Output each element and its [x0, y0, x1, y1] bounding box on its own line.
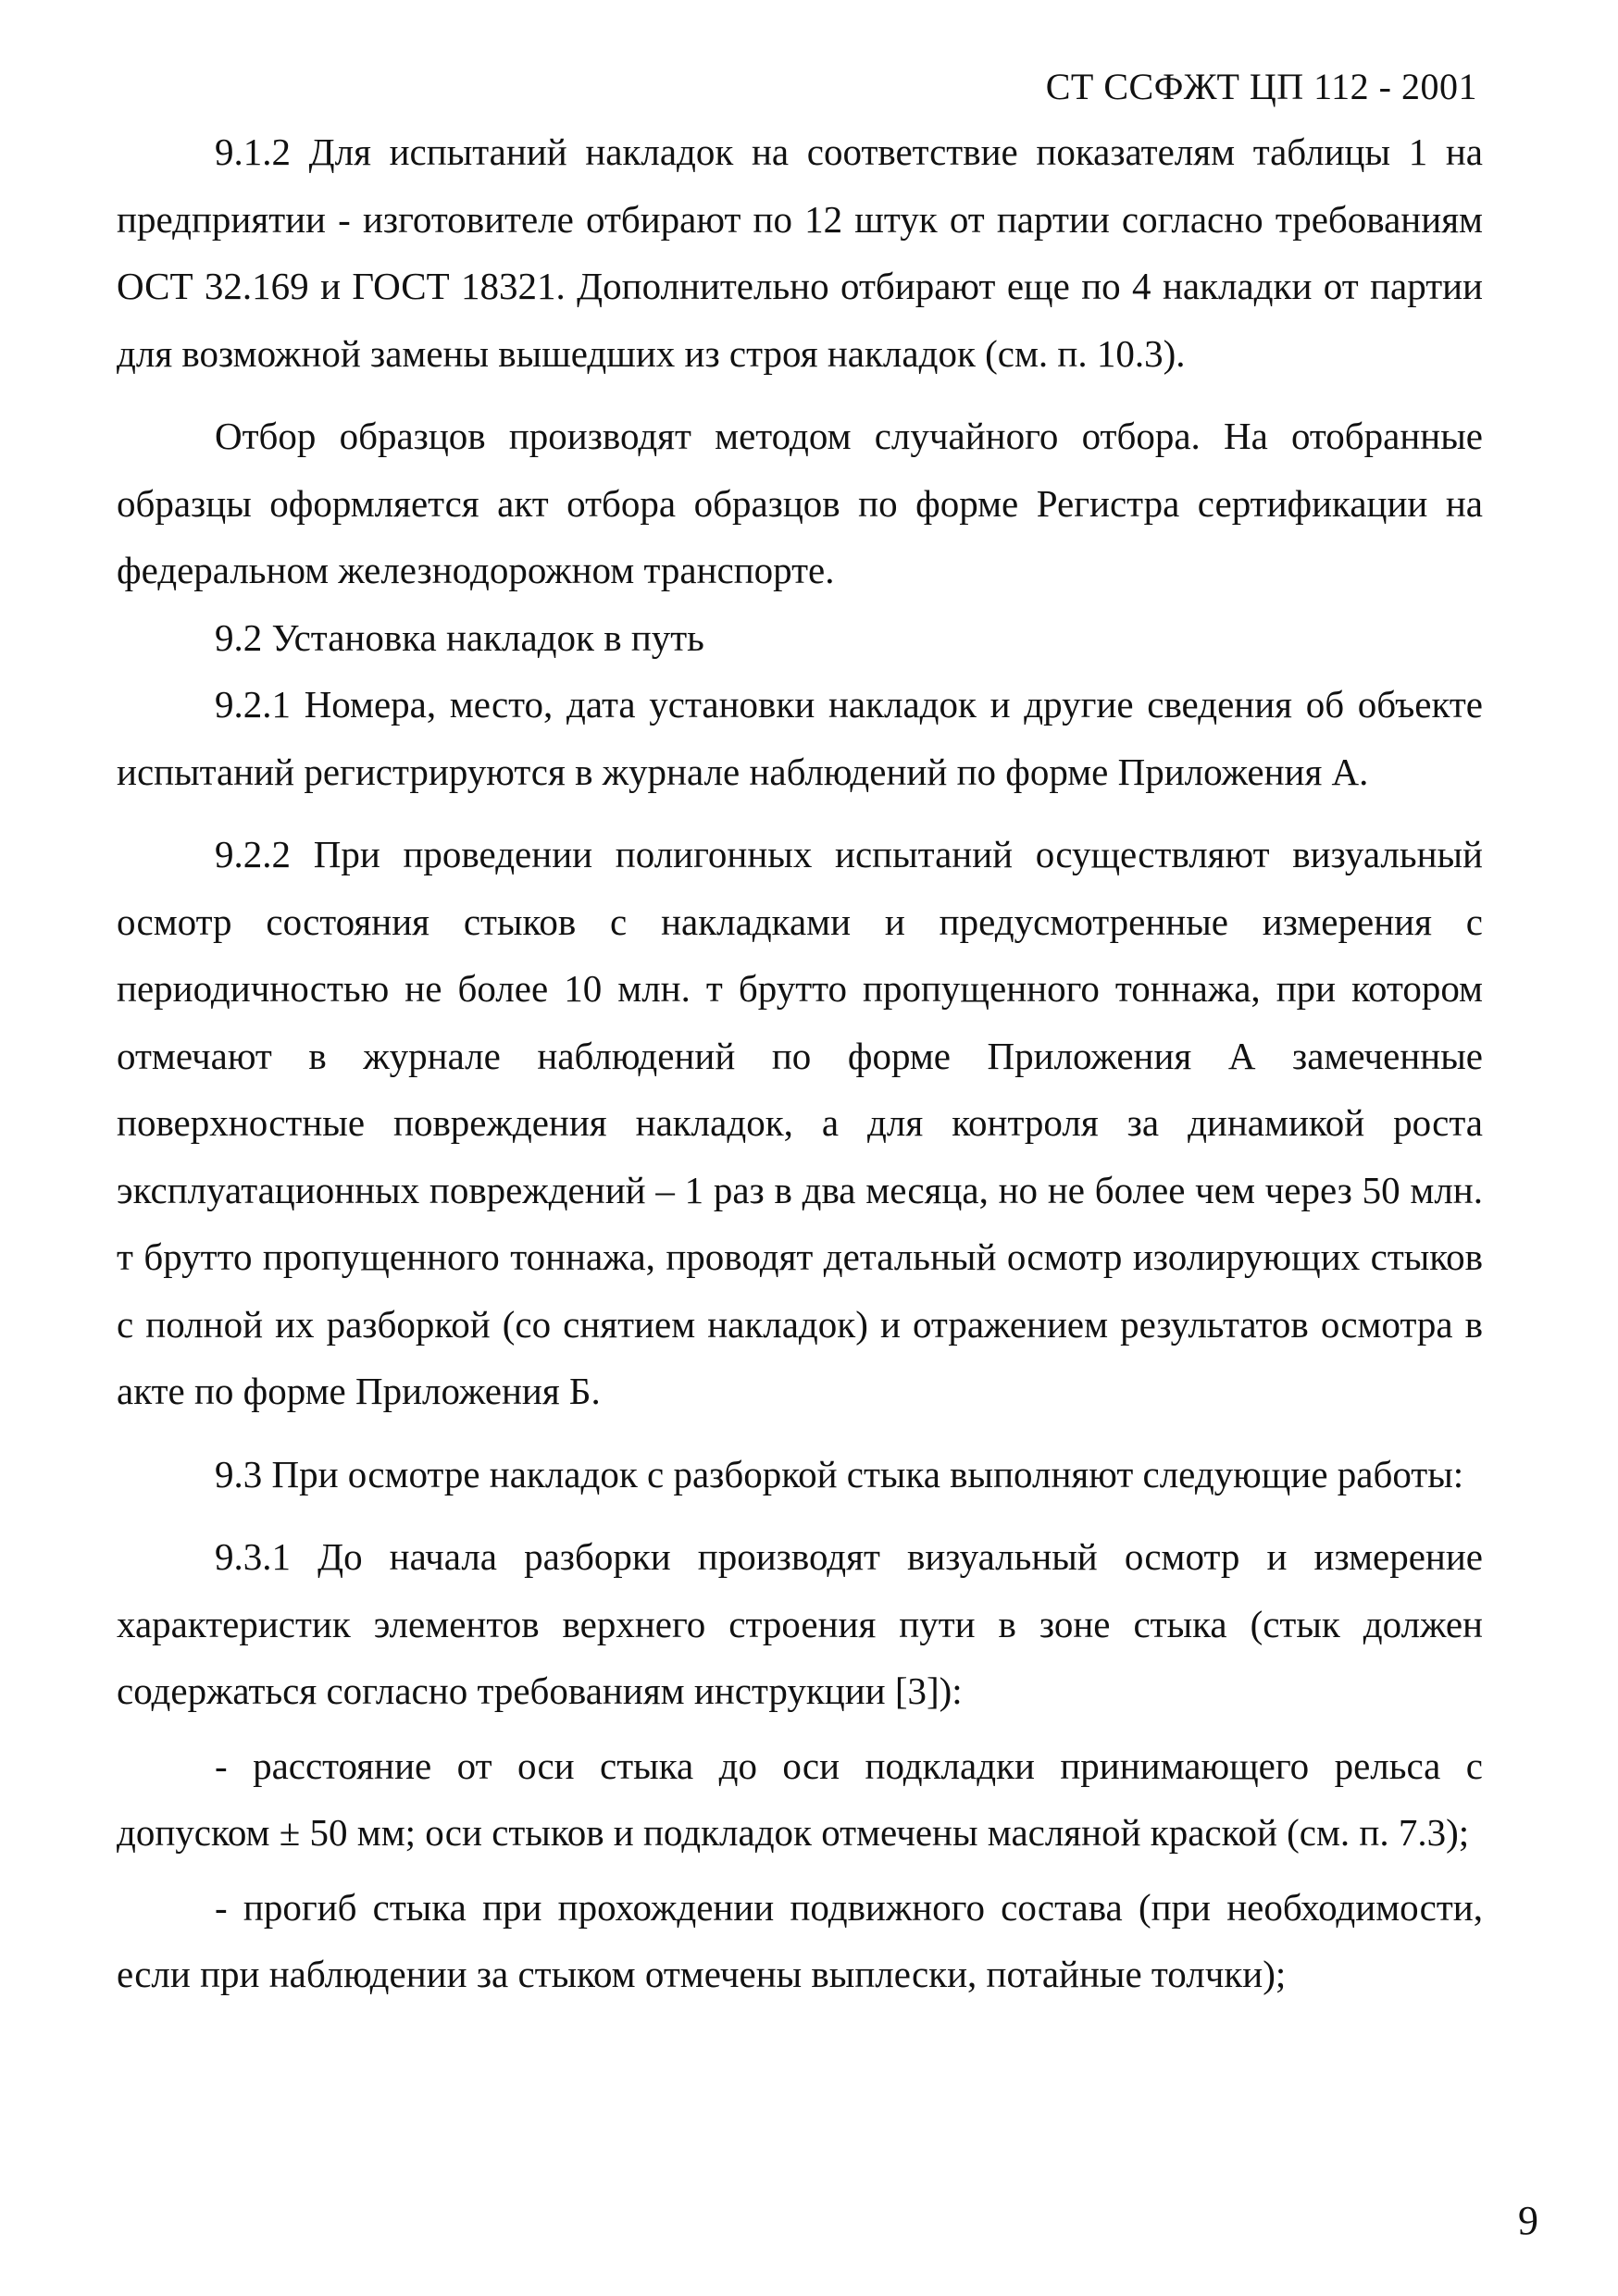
- list-item-distance: - расстояние от оси стыка до оси подкладки принимающего рельса с допуском ± 50 мм; оси стыков и подкладок отмечены масляной краской (см. п. 7.3);: [117, 1744, 1483, 1854]
- paragraph-9-2-1: 9.2.1 Номера, место, дата установки накладок и другие сведения об объекте испытаний регистрируются в журнале наблюдений по форме Приложения А.: [117, 683, 1483, 793]
- section-heading-9-2: 9.2 Установка накладок в путь: [215, 615, 704, 659]
- paragraph-9-3: 9.3 При осмотре накладок с разборкой стыка выполняют следующие работы:: [215, 1452, 1464, 1496]
- document-code-header: СТ ССФЖТ ЦП 112 - 2001: [1045, 66, 1477, 107]
- paragraph-sampling: Отбор образцов производят методом случайного отбора. На отобранные образцы оформляется акт отбора образцов по форме Регистра сертификации на федеральном железнодорожном транспорте.: [117, 415, 1483, 591]
- page-number: 9: [1518, 2198, 1538, 2243]
- document-body: [117, 118, 1483, 2008]
- paragraph-9-3-1: 9.3.1 До начала разборки производят визуальный осмотр и измерение характеристик элементов верхнего строения пути в зоне стыка (стык должен содержаться согласно требованиям инструкции [3]):: [117, 1535, 1483, 1712]
- paragraph-9-2-2: 9.2.2 При проведении полигонных испытаний осуществляют визуальный осмотр состояния стыков с накладками и предусмотренные измерения с периодичностью не более 10 млн. т брутто пропущенного тоннажа, при котором отмечают в журнале наблюдений по форме Приложения А замеченные поверхностные повреждения накладок, а для контроля за динамикой роста эксплуатационных повреждений – 1 раз в два месяца, но не более чем через 50 млн. т брутто пропущенного тоннажа, проводят детальный осмотр изолирующих стыков с полной их разборкой (со снятием накладок) и отражением результатов осмотра в акте по форме Приложения Б.: [117, 833, 1483, 1412]
- list-item-deflection: - прогиб стыка при прохождении подвижного состава (при необходимости, если при наблюдении за стыком отмечены выплески, потайные толчки);: [117, 1885, 1483, 1995]
- paragraph-9-1-2: 9.1.2 Для испытаний накладок на соответствие показателям таблицы 1 на предприятии - изготовителе отбирают по 12 штук от партии согласно требованиям ОСТ 32.169 и ГОСТ 18321. Дополнительно отбирают еще по 4 накладки от партии для возможной замены вышедших из строя накладок (см. п. 10.3).: [117, 130, 1483, 375]
